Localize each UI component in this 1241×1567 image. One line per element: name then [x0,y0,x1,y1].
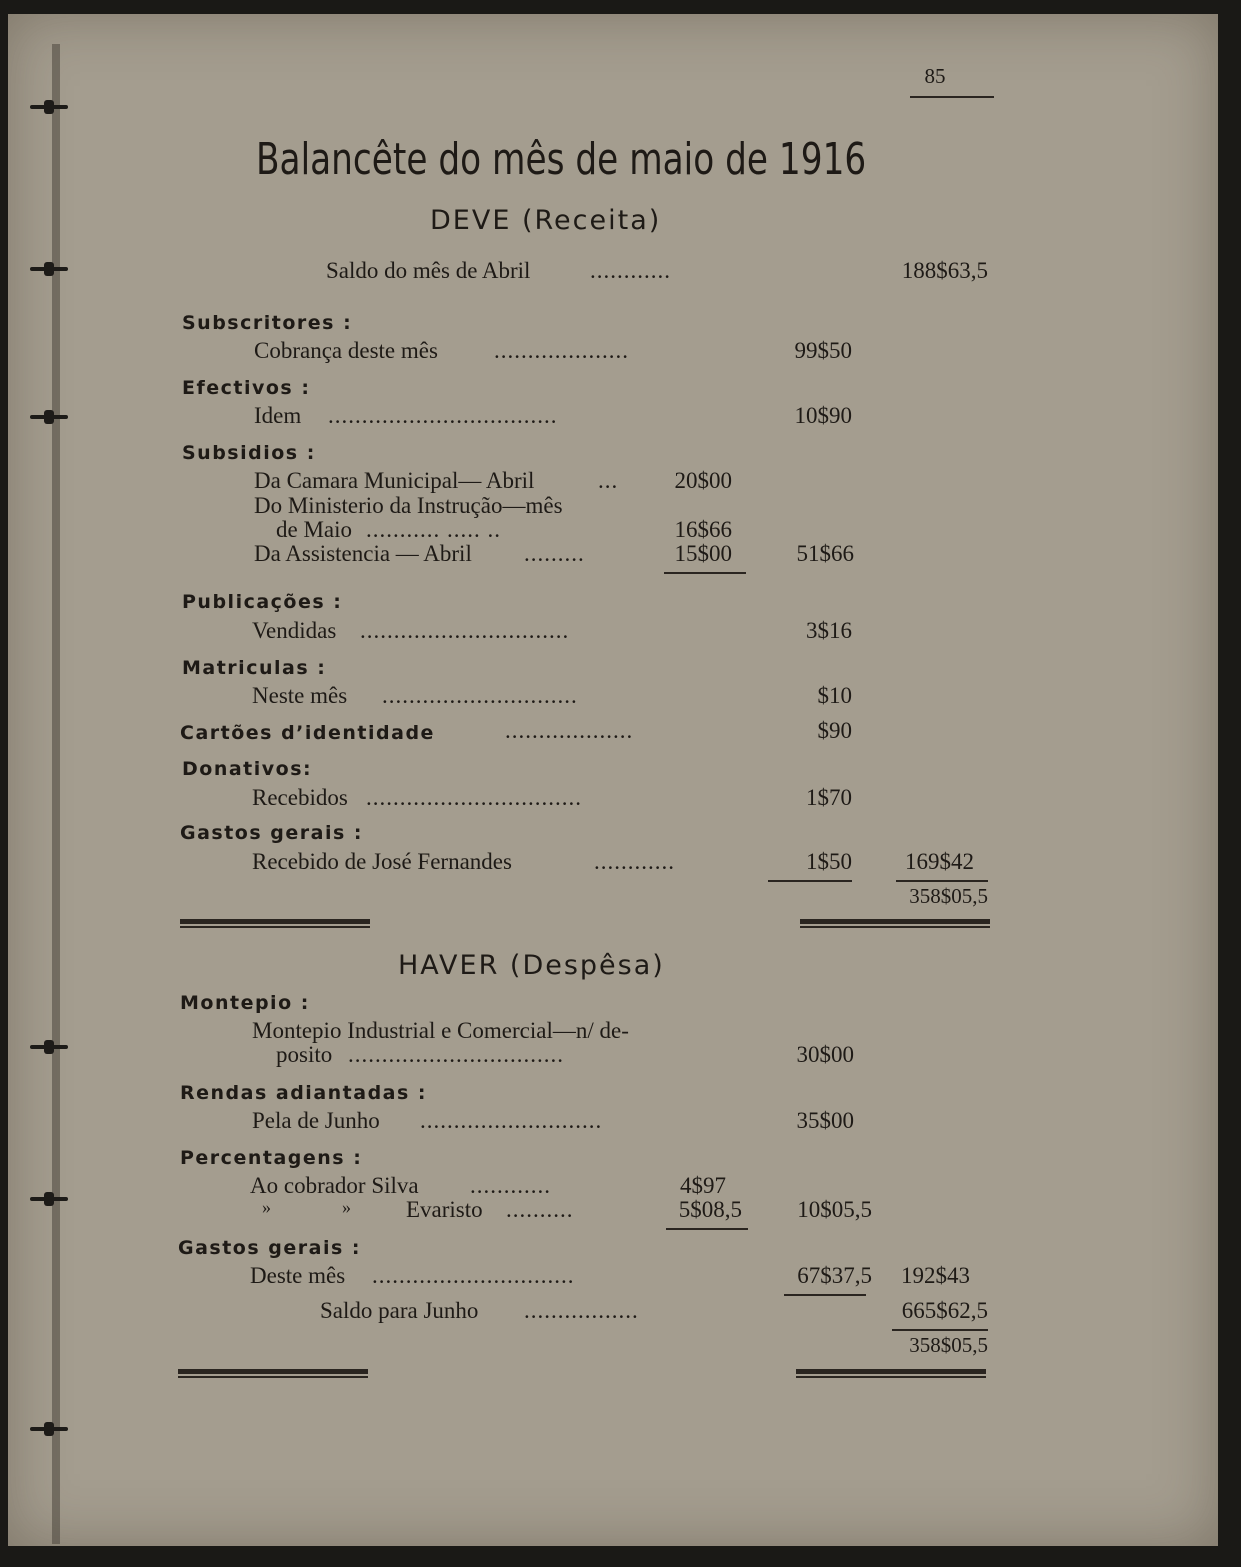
leader-dots: ............ [594,849,675,874]
gastos-haver-item: Deste mês [250,1263,346,1288]
deve-subtotal: 169$42 [905,849,974,874]
percentagem-silva: Ao cobrador Silva [250,1173,419,1198]
montepio-value: 30$00 [796,1042,854,1067]
saldo-junho-label: Saldo para Junho [320,1298,479,1323]
subsidio-camara: Da Camara Municipal— Abril [254,468,535,493]
leader-dots: ............................. [382,683,578,708]
subsidio-ministerio-value: 16$66 [674,517,732,542]
haver-subtotal: 192$43 [901,1263,970,1288]
ditto-mark: » [342,1197,351,1217]
subscritores-item: Cobrança deste mês [254,338,438,363]
haver-closing-rule-left [178,1369,368,1378]
leader-dots: ... [598,468,619,493]
subsidio-ministerio-line1: Do Ministerio da Instrução—mês [254,493,563,518]
matriculas-heading: Matriculas : [182,657,327,679]
subsidios-subtotal-rule [664,572,746,574]
publicacoes-item: Vendidas [252,618,337,643]
haver-items-rule [784,1294,866,1296]
subsidios-heading: Subsidios : [182,442,316,464]
leader-dots: .......... [506,1197,574,1222]
percentagens-subtotal-rule [666,1228,748,1230]
donativos-value: 1$70 [806,785,852,810]
leader-dots: .................................. [328,403,558,428]
matriculas-value: $10 [817,683,852,708]
subsidio-assistencia: Da Assistencia — Abril [254,541,472,566]
staple [30,410,68,424]
leader-dots: ................... [505,718,634,743]
percentagens-total: 10$05,5 [797,1197,872,1222]
leader-dots: ............ [470,1173,551,1198]
deve-sum-rule [896,880,988,882]
montepio-heading: Montepio : [180,992,310,1014]
donativos-item: Recebidos [252,785,348,810]
staple [30,262,68,276]
ditto-mark: » [262,1197,271,1217]
publicacoes-value: 3$16 [806,618,852,643]
deve-heading: DEVE (Receita) [430,205,662,236]
leader-dots: ................................ [366,785,582,810]
subsidio-assistencia-value: 15$00 [674,541,732,566]
percentagem-silva-value: 4$97 [680,1173,726,1198]
leader-dots: .................... [494,338,629,363]
subscritores-heading: Subscritores : [182,312,353,334]
publicacoes-heading: Publicações : [182,591,343,613]
efectivos-item: Idem [254,403,302,428]
gastos-deve-value: 1$50 [806,849,852,874]
saldo-abril-label: Saldo do mês de Abril [326,258,531,283]
cartoes-heading: Cartões d’identidade [180,722,435,744]
leader-dots: ......... [524,541,585,566]
staple [30,1422,68,1436]
gastos-deve-heading: Gastos gerais : [180,822,363,844]
haver-sum-rule [892,1329,988,1331]
leader-dots: ............................... [360,618,570,643]
saldo-junho-value: 665$62,5 [901,1298,988,1323]
subsidios-total: 51$66 [796,541,854,566]
percentagem-evaristo-value: 5$08,5 [678,1197,742,1222]
haver-total: 358$05,5 [909,1333,988,1357]
montepio-item-line2: posito [276,1042,333,1067]
staple [30,1040,68,1054]
page-number: 85 [924,64,946,88]
staple [30,100,68,114]
leader-dots: .............................. [372,1263,575,1288]
efectivos-heading: Efectivos : [182,377,311,399]
haver-heading: HAVER (Despêsa) [398,950,665,981]
subscritores-value: 99$50 [794,338,852,363]
leader-dots: ................. [524,1298,639,1323]
rendas-value: 35$00 [796,1108,854,1133]
page-title: Balancête do mês de maio de 1916 [256,134,867,185]
percentagens-heading: Percentagens : [180,1147,363,1169]
saldo-abril-value: 188$63,5 [901,258,988,283]
deve-items-rule [768,880,852,882]
deve-closing-rule-right [800,919,990,928]
deve-total: 358$05,5 [909,884,988,908]
subsidio-camara-value: 20$00 [674,468,732,493]
matriculas-item: Neste mês [252,683,348,708]
gastos-haver-heading: Gastos gerais : [178,1237,361,1259]
leader-dots: ........................... [420,1108,603,1133]
haver-closing-rule-right [796,1369,986,1378]
page-number-rule [910,96,994,98]
montepio-item-line1: Montepio Industrial e Comercial—n/ de- [252,1018,629,1043]
gastos-haver-value: 67$37,5 [797,1263,872,1288]
deve-closing-rule-left [180,919,370,928]
gastos-deve-item: Recebido de José Fernandes [252,849,512,874]
efectivos-value: 10$90 [794,403,852,428]
percentagem-evaristo: Evaristo [406,1197,483,1222]
leader-dots: ............ [590,258,671,283]
staple [30,1192,68,1206]
rendas-item: Pela de Junho [252,1108,380,1133]
rendas-heading: Rendas adiantadas : [180,1082,428,1104]
leader-dots: ................................ [348,1042,564,1067]
leader-dots: ........... ..... .. [366,517,501,542]
cartoes-value: $90 [817,718,852,743]
subsidio-ministerio-line2: de Maio [276,517,353,542]
donativos-heading: Donativos: [182,758,313,780]
